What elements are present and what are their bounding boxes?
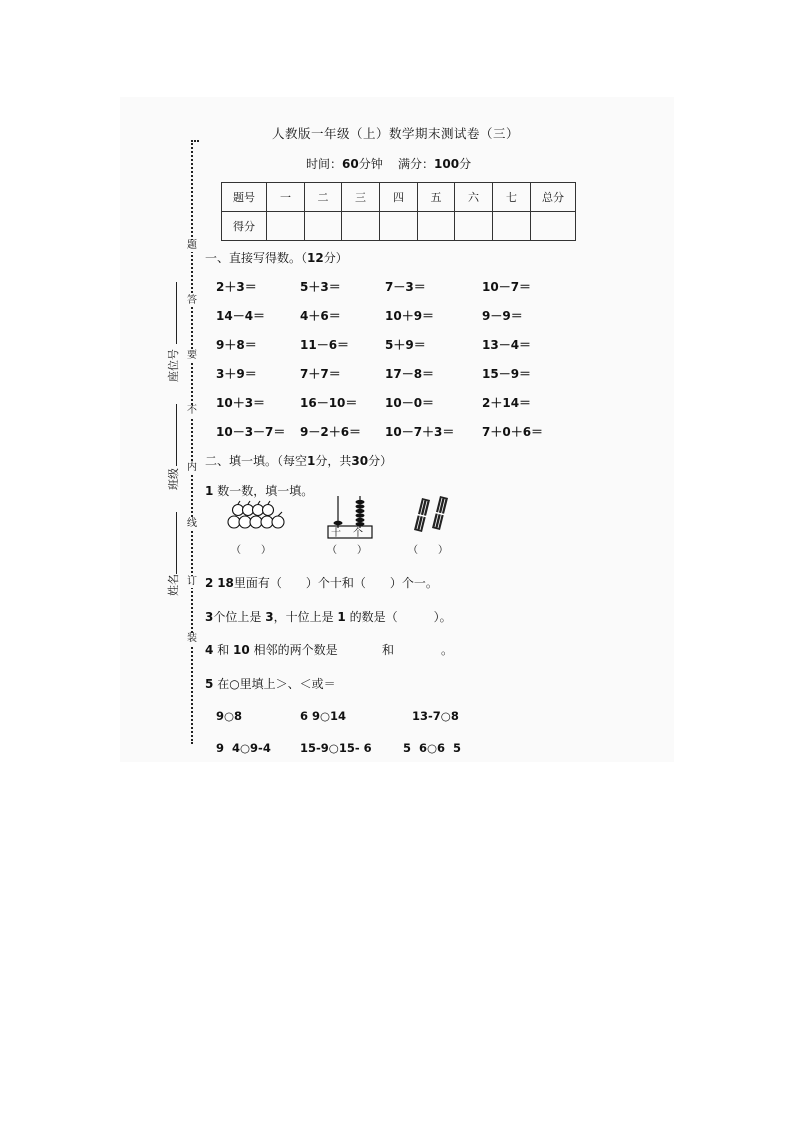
answer-blank[interactable]: （ ）: [327, 545, 367, 556]
class-line[interactable]: [176, 404, 177, 466]
score-table: [221, 182, 576, 241]
equation: 9－9＝: [482, 309, 523, 323]
question-number-value: 18: [217, 576, 234, 590]
equation: 10－0＝: [385, 396, 435, 410]
equation: 10－3－7＝: [216, 425, 286, 439]
binding-char: 答: [187, 295, 197, 306]
score-table-cell: 题号: [222, 183, 267, 212]
compare-item: 15-9○15- 6: [300, 741, 372, 755]
binding-char: 内: [187, 462, 197, 473]
equation: 15－9＝: [482, 367, 532, 381]
exam-title: 人教版一年级（上）数学期末测试卷（三）: [272, 126, 520, 141]
equation: 9－2＋6＝: [300, 425, 362, 439]
compare-item: 6 9○14: [300, 709, 347, 723]
binding-char: 线: [187, 518, 197, 529]
score-table-cell: 四: [380, 183, 418, 212]
score-table-score-row: [222, 212, 576, 241]
answer-blank[interactable]: （ ）: [408, 545, 448, 556]
score-value: 100: [434, 157, 460, 171]
question-text: 在○里填上＞、＜或＝: [217, 677, 336, 691]
equation: 7＋7＝: [300, 367, 341, 381]
score-row-label: 得分: [222, 212, 267, 241]
score-cell[interactable]: [342, 212, 380, 241]
section2-points-total: 30: [351, 454, 369, 468]
compare-item: 13-7○8: [412, 709, 459, 723]
equation: 7－3＝: [385, 280, 426, 294]
score-cell[interactable]: [455, 212, 493, 241]
section1-heading: [205, 249, 348, 266]
question-number: 4: [205, 643, 214, 657]
section2-heading: [205, 452, 392, 469]
equation: 9＋8＝: [216, 338, 257, 352]
score-cell[interactable]: [305, 212, 342, 241]
section2-heading-prefix: 二、填一填。（每空: [205, 454, 308, 468]
score-cell[interactable]: [418, 212, 455, 241]
score-table-cell: 五: [418, 183, 455, 212]
score-table-cell: 六: [455, 183, 493, 212]
equation: 7＋0＋6＝: [482, 425, 544, 439]
binding-dotted-line: [191, 140, 193, 744]
equation: 11－6＝: [300, 338, 350, 352]
score-table-cell: 一: [267, 183, 305, 212]
question-number: 3: [205, 610, 214, 624]
equation: 3＋9＝: [216, 367, 257, 381]
compare-item: 9○8: [216, 709, 243, 723]
question-text: ，十位上是: [273, 610, 334, 624]
equation: 17－8＝: [385, 367, 435, 381]
equation: 2＋14＝: [482, 396, 532, 410]
score-cell[interactable]: [531, 212, 576, 241]
question-number: 1: [205, 484, 214, 498]
binding-char: 题: [187, 240, 197, 251]
time-label: 时间：: [306, 157, 343, 171]
question-text: 的数是（ ）。: [349, 610, 452, 624]
answer-blank[interactable]: （ ）: [231, 545, 271, 556]
abacus-ones-label: 个: [353, 528, 363, 539]
question-1: [205, 482, 313, 499]
equation: 10－7＋3＝: [385, 425, 455, 439]
question-text: 相邻的两个数是: [253, 643, 338, 657]
section2-heading-suffix: 分）: [368, 454, 393, 468]
exam-subtitle: [306, 155, 471, 172]
equation: 5＋3＝: [300, 280, 341, 294]
score-cell[interactable]: [493, 212, 531, 241]
equation: 4＋6＝: [300, 309, 341, 323]
score-cell[interactable]: [267, 212, 305, 241]
question-text: 个位上是: [213, 610, 262, 624]
score-table-cell: 二: [305, 183, 342, 212]
question-number: 2: [205, 576, 214, 590]
name-line[interactable]: [176, 512, 177, 574]
score-label: 满分：: [398, 157, 435, 171]
class-label: 班级: [167, 468, 180, 490]
question-text: 数一数，填一填。: [217, 484, 314, 498]
score-table-header-row: [222, 183, 576, 212]
score-table-cell: 三: [342, 183, 380, 212]
question-value: 3: [265, 610, 274, 624]
seat-number-label: 座位号: [167, 349, 180, 382]
score-table-cell: 七: [493, 183, 531, 212]
score-cell[interactable]: [380, 212, 418, 241]
equation: 13－4＝: [482, 338, 532, 352]
equation: 16－10＝: [300, 396, 358, 410]
seat-number-line[interactable]: [176, 282, 177, 344]
time-unit: 分钟: [358, 157, 383, 171]
section2-points-each: 1: [307, 454, 316, 468]
question-value: 1: [337, 610, 346, 624]
section2-heading-mid: 分，共: [315, 454, 352, 468]
name-label: 姓名: [167, 574, 180, 596]
binding-char: 不: [187, 405, 197, 416]
equation: 14－4＝: [216, 309, 266, 323]
question-number: 5: [205, 677, 214, 691]
binding-char: 要: [187, 350, 197, 361]
score-unit: 分: [459, 157, 472, 171]
equation: 2＋3＝: [216, 280, 257, 294]
question-text: 里面有（ ）个十和（ ）个一。: [233, 576, 438, 590]
binding-char: 订: [187, 576, 197, 587]
apples-picture: [226, 500, 288, 534]
question-4: [205, 641, 338, 658]
question-2: [205, 574, 438, 591]
score-table-cell: 总分: [531, 183, 576, 212]
stick-bundles-picture: [406, 494, 454, 534]
question-3: [205, 608, 452, 625]
question-value: 10: [233, 643, 250, 657]
equation: 10＋9＝: [385, 309, 435, 323]
equation: 5＋9＝: [385, 338, 426, 352]
section1-heading-suffix: 分）: [323, 251, 348, 265]
question-5: [205, 675, 336, 692]
equation: 10－7＝: [482, 280, 532, 294]
section1-heading-prefix: 一、直接写得数。（: [205, 251, 308, 265]
time-value: 60: [342, 157, 359, 171]
compare-item: 9 4○9-4: [216, 741, 271, 755]
question-text: 和: [217, 643, 230, 657]
section1-points: 12: [307, 251, 324, 265]
abacus-tens-label: 十: [331, 528, 341, 539]
question-4-and: 和: [382, 643, 395, 657]
compare-item: 5 6○6 5: [403, 741, 462, 755]
equation: 10＋3＝: [216, 396, 266, 410]
question-4-end: 。: [441, 643, 454, 657]
binding-char: 装: [187, 633, 197, 644]
